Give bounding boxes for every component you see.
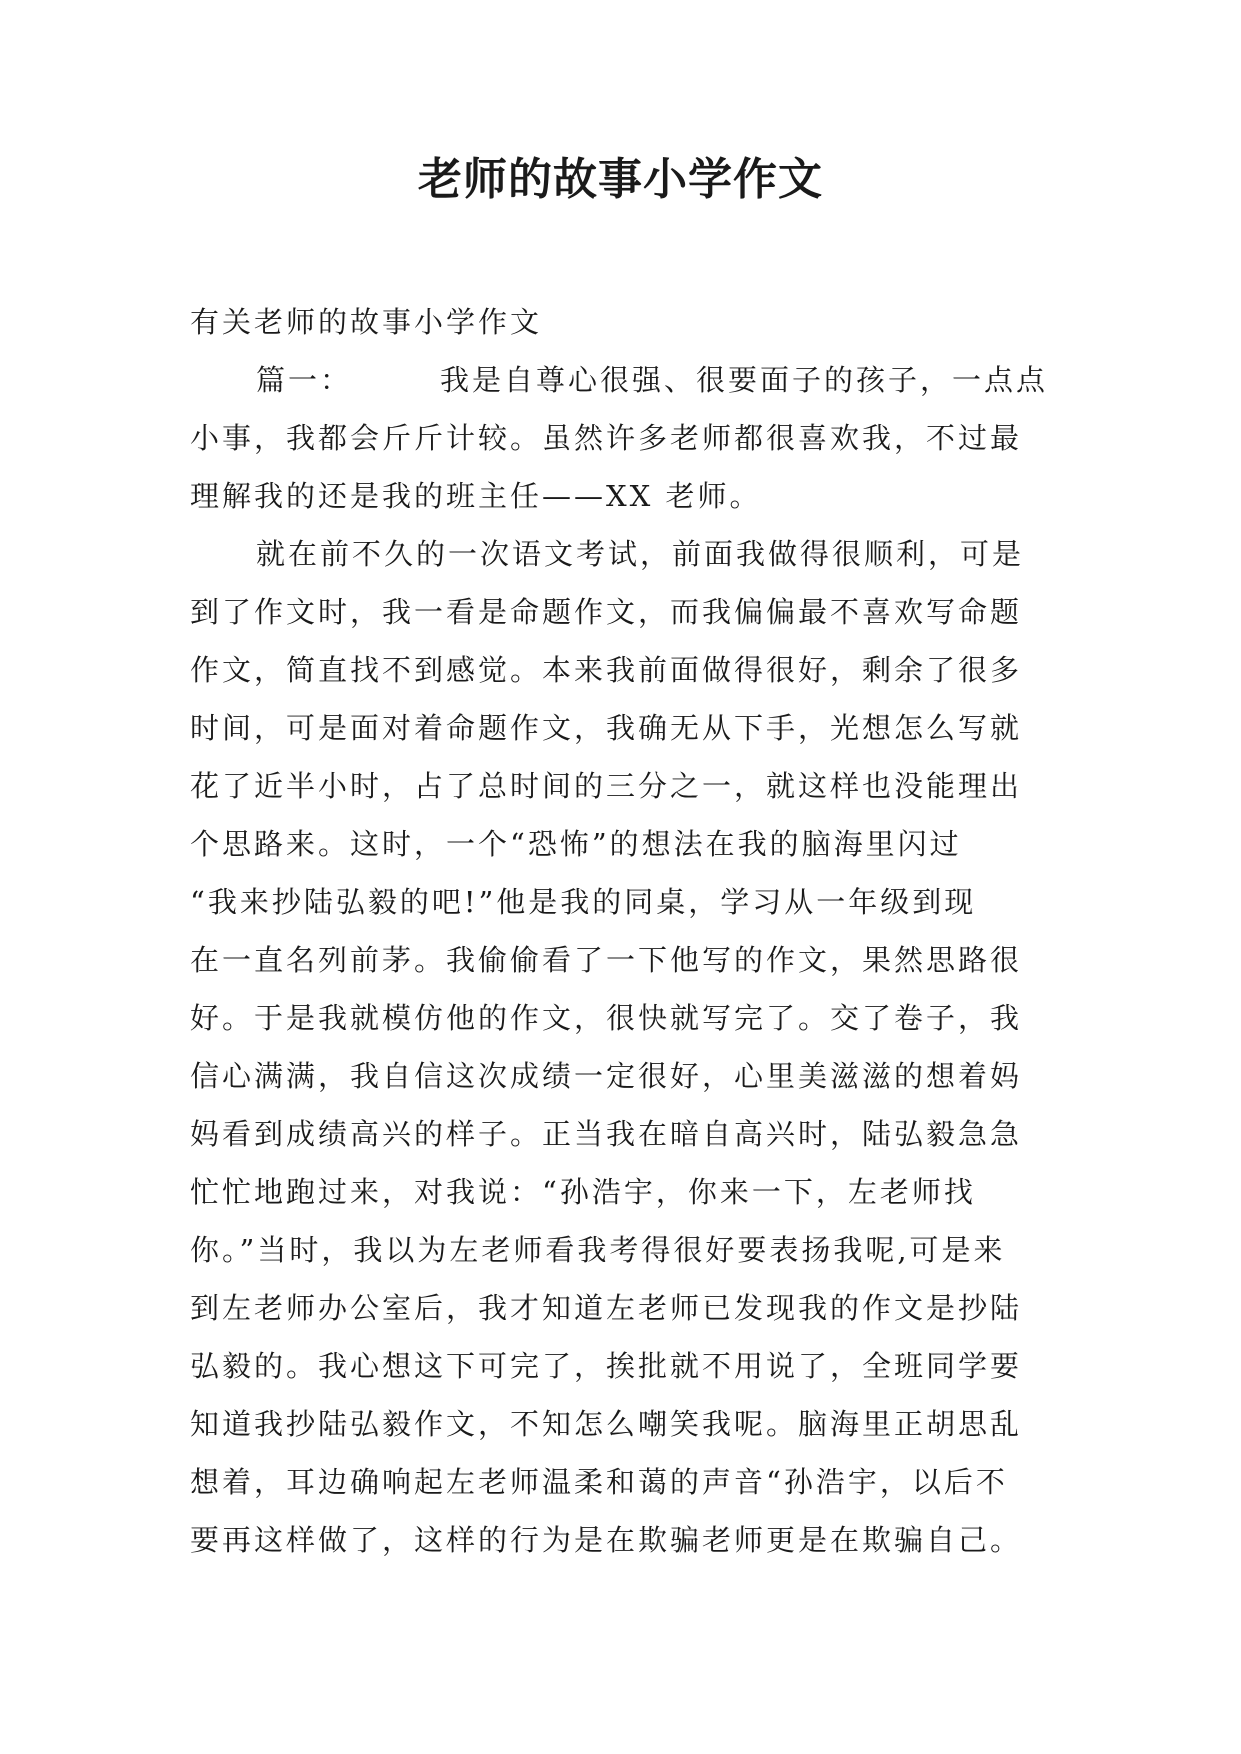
paragraph-line: 弘毅的。我心想这下可完了，挨批就不用说了，全班同学要 (190, 1349, 1023, 1383)
paragraph-line: 作文，简直找不到感觉。本来我前面做得很好，剩余了很多 (190, 653, 1023, 687)
paragraph-line: 个思路来。这时，一个“恐怖”的想法在我的脑海里闪过 (190, 827, 962, 861)
document-title: 老师的故事小学作文 (418, 154, 823, 205)
paragraph-line: 到了作文时，我一看是命题作文，而我偏偏最不喜欢写命题 (190, 595, 1023, 629)
paragraph-line: 在一直名列前茅。我偷偷看了一下他写的作文，果然思路很 (190, 943, 1023, 977)
paragraph-line: 时间，可是面对着命题作文，我确无从下手，光想怎么写就 (190, 711, 1023, 745)
paragraph-line: 理解我的还是我的班主任——XX 老师。 (190, 479, 762, 513)
paragraph-line: 小事，我都会斤斤计较。虽然许多老师都很喜欢我，不过最 (190, 421, 1023, 455)
paragraph-line: 到左老师办公室后，我才知道左老师已发现我的作文是抄陆 (190, 1291, 1023, 1325)
document-body (190, 293, 1052, 1569)
paragraph-line: 信心满满，我自信这次成绩一定很好，心里美滋滋的想着妈 (190, 1059, 1023, 1093)
document-subtitle: 有关老师的故事小学作文 (190, 305, 543, 339)
paragraph-line: 知道我抄陆弘毅作文，不知怎么嘲笑我呢。脑海里正胡思乱 (190, 1407, 1023, 1441)
section-label: 篇一： (256, 363, 353, 397)
paragraph-text: 我是自尊心很强、很要面子的孩子，一点点 (440, 363, 1049, 397)
paragraph-line: 忙忙地跑过来，对我说：“孙浩宇，你来一下，左老师找 (190, 1175, 976, 1209)
paragraph-line (190, 351, 1052, 409)
paragraph-line: 好。于是我就模仿他的作文，很快就写完了。交了卷子，我 (190, 1001, 1023, 1035)
paragraph-line: 妈看到成绩高兴的样子。正当我在暗自高兴时，陆弘毅急急 (190, 1117, 1023, 1151)
paragraph-line: 你。”当时，我以为左老师看我考得很好要表扬我呢,可是来 (190, 1233, 1006, 1267)
paragraph-line: 想着，耳边确响起左老师温柔和蔼的声音“孙浩宇，以后不 (190, 1465, 1008, 1499)
paragraph-line: 花了近半小时，占了总时间的三分之一，就这样也没能理出 (190, 769, 1023, 803)
paragraph-line: 就在前不久的一次语文考试，前面我做得很顺利，可是 (256, 537, 1025, 571)
paragraph-line: “我来抄陆弘毅的吧!”他是我的同桌，学习从一年级到现 (190, 885, 977, 919)
paragraph-line: 要再这样做了，这样的行为是在欺骗老师更是在欺骗自己。 (190, 1523, 1023, 1557)
